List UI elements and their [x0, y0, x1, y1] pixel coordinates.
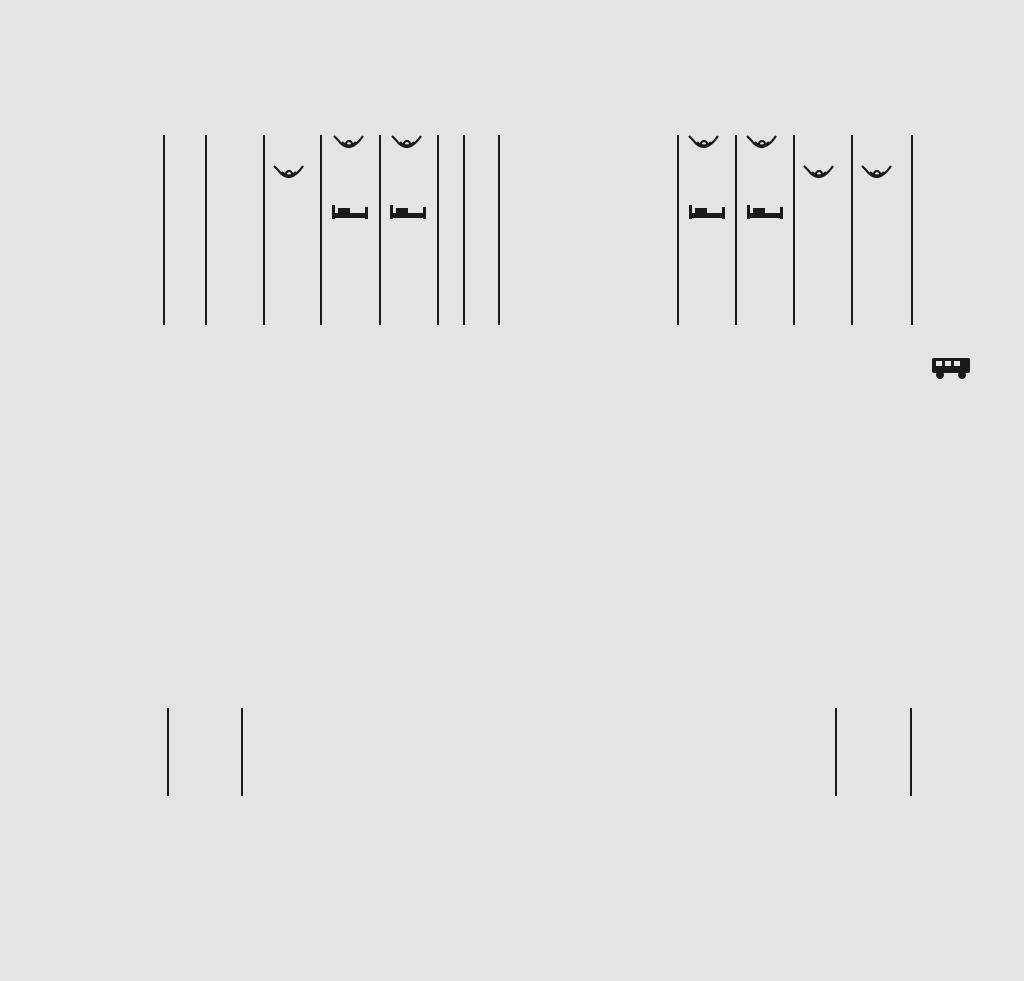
post-horn-icon	[392, 136, 421, 147]
sleeping-car-icon	[689, 205, 725, 219]
post-horn-icons	[0, 0, 1024, 330]
post-horn-icon	[689, 136, 718, 147]
column-divider	[167, 708, 169, 796]
column-divider	[241, 708, 243, 796]
column-divider	[910, 708, 912, 796]
sleeping-car-icon	[390, 205, 426, 219]
post-horn-icon	[334, 136, 363, 147]
bus-icon	[930, 355, 976, 381]
post-horn-icon	[804, 166, 833, 177]
column-divider	[835, 708, 837, 796]
post-horn-icon	[862, 166, 891, 177]
post-horn-icon	[747, 136, 776, 147]
post-horn-icon	[274, 166, 303, 177]
sleeping-car-icon	[747, 205, 783, 219]
sleeping-car-icon	[332, 205, 368, 219]
